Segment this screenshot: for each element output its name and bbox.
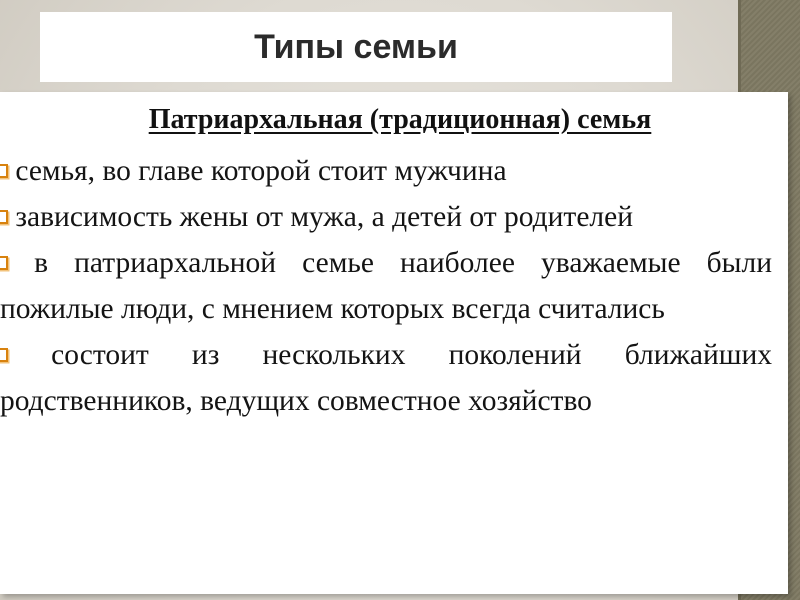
hollow-square-bullet-icon <box>0 256 8 270</box>
hollow-square-bullet-icon <box>0 210 8 224</box>
bullet-text: зависимость жены от мужа, а детей от родителей <box>8 201 634 233</box>
bullet-text: состоит из нескольких поколений ближайших родственников, ведущих совместное хозяйство <box>0 339 772 417</box>
slide-subtitle: Патриархальная (традиционная) семья <box>148 104 652 135</box>
bullet-item <box>0 194 772 240</box>
bullet-text: семья, во главе которой стоит мужчина <box>8 155 507 187</box>
slide-title: Типы семьи <box>254 28 458 66</box>
bullet-text: в патриархальной семье наиболее уважаемые были пожилые люди, с мнением которых всегда считались <box>0 247 772 325</box>
bullet-item <box>0 148 772 194</box>
bullet-item <box>0 240 772 332</box>
bullet-list <box>0 148 772 424</box>
hollow-square-bullet-icon <box>0 164 8 178</box>
hollow-square-bullet-icon <box>0 348 8 362</box>
bullet-item <box>0 332 772 424</box>
